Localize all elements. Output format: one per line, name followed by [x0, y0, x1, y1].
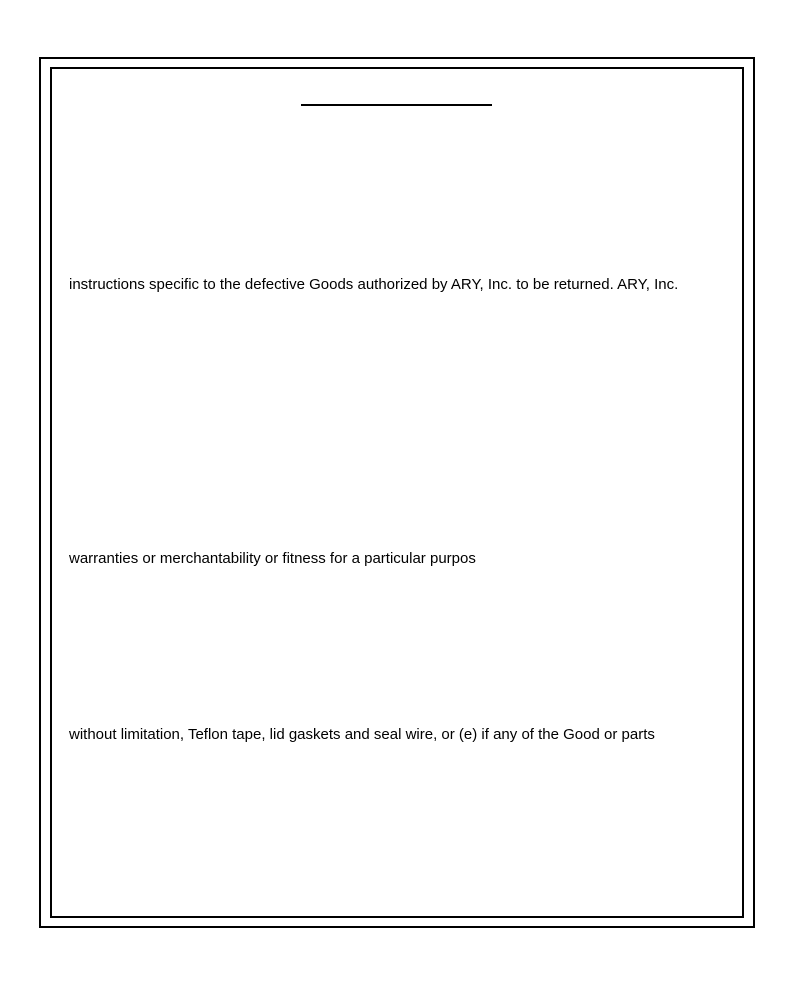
text-line-1: instructions specific to the defective Goods authorized by ARY, Inc. to be returned. ARY, Inc. — [69, 276, 679, 293]
text-line-2: warranties or merchantability or fitness for a particular purpos — [69, 550, 476, 567]
title-underline — [301, 104, 492, 106]
text-line-3: without limitation, Teflon tape, lid gaskets and seal wire, or (e) if any of the Good or parts — [69, 726, 655, 743]
inner-border — [50, 67, 744, 918]
